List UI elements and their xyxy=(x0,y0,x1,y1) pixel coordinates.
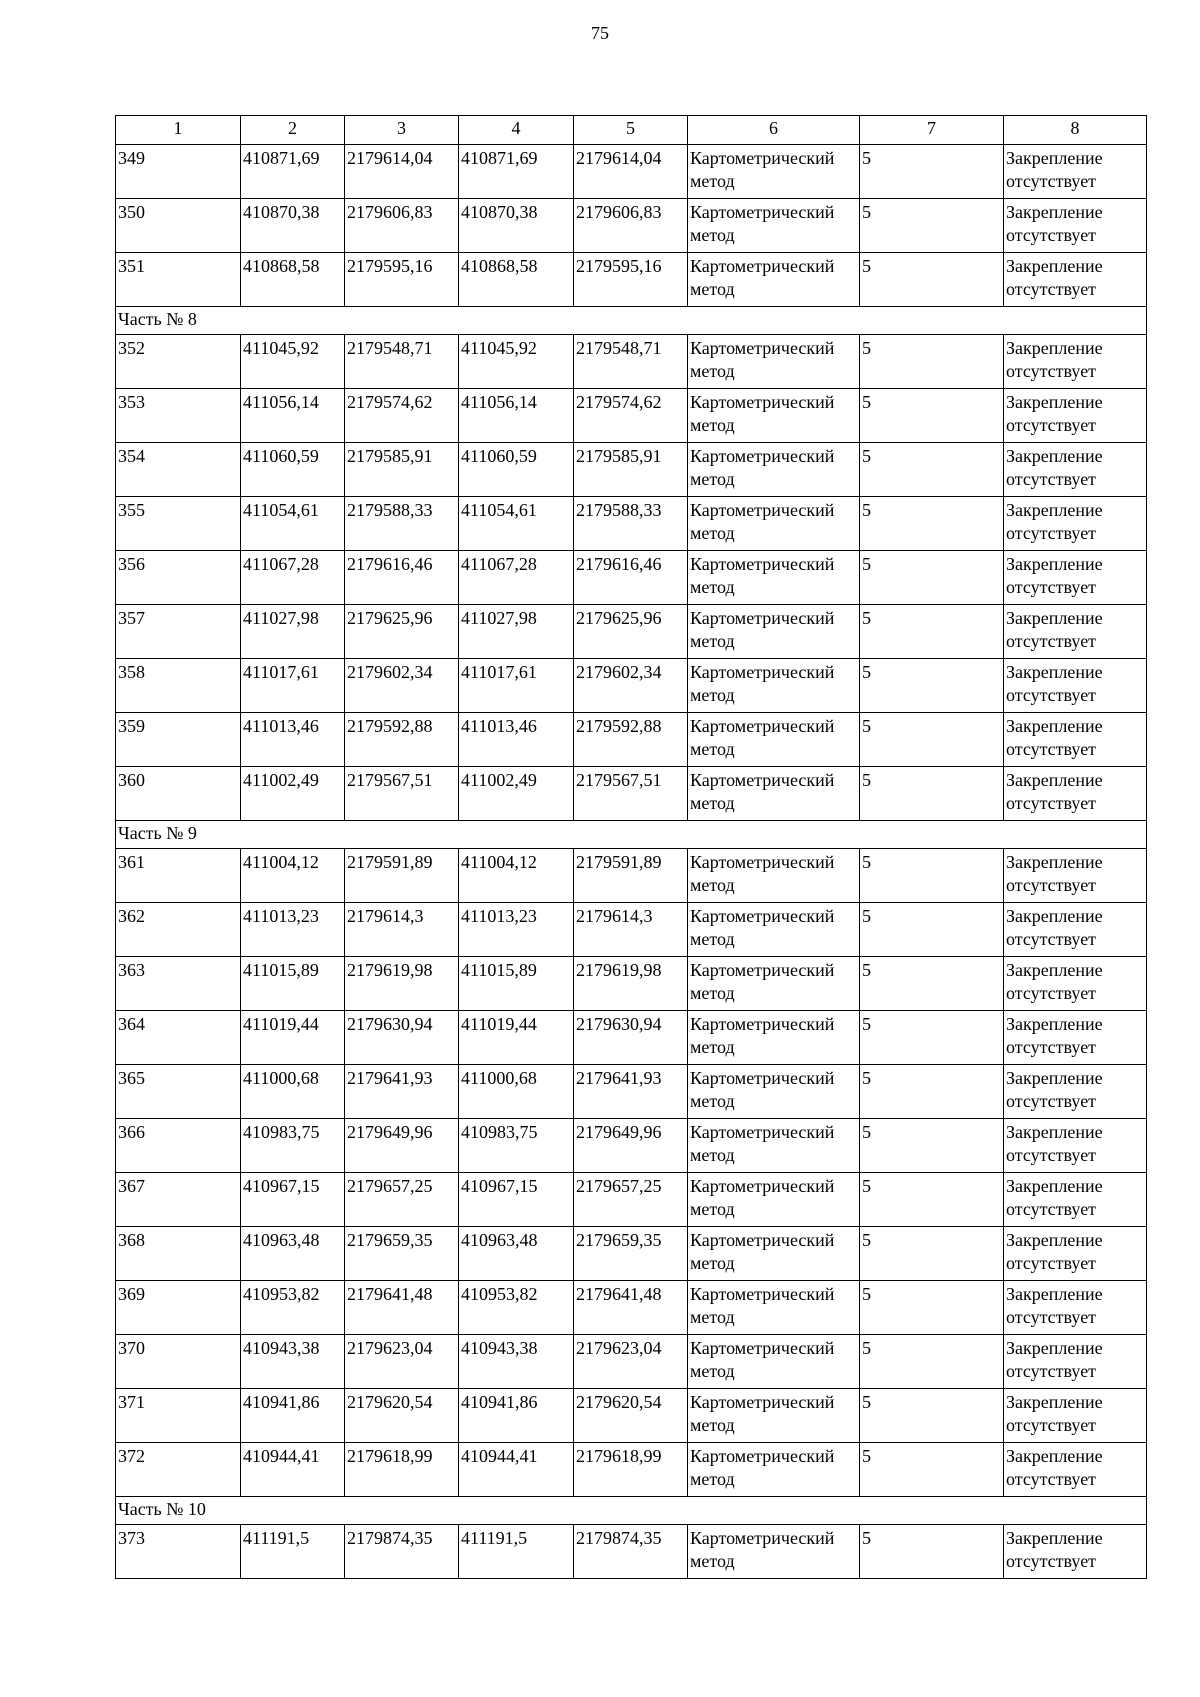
accuracy-cell: 5 xyxy=(860,849,1004,903)
point-number-cell: 360 xyxy=(116,767,241,821)
fixation-cell: Закрепление отсутствует xyxy=(1004,1443,1147,1497)
accuracy-cell: 5 xyxy=(860,389,1004,443)
point-number-cell: 369 xyxy=(116,1281,241,1335)
y-coordinate-cell: 2179567,51 xyxy=(345,767,459,821)
x-coordinate-cell: 410963,48 xyxy=(459,1227,574,1281)
fixation-cell: Закрепление отсутствует xyxy=(1004,145,1147,199)
method-cell: Картометрический метод xyxy=(688,903,860,957)
x-coordinate-cell: 410870,38 xyxy=(241,199,345,253)
accuracy-cell: 5 xyxy=(860,1227,1004,1281)
method-cell: Картометрический метод xyxy=(688,253,860,307)
header-cell: 6 xyxy=(688,116,860,145)
header-cell: 1 xyxy=(116,116,241,145)
table-row xyxy=(116,335,1147,389)
y-coordinate-cell: 2179641,93 xyxy=(574,1065,688,1119)
fixation-cell: Закрепление отсутствует xyxy=(1004,1335,1147,1389)
y-coordinate-cell: 2179585,91 xyxy=(574,443,688,497)
y-coordinate-cell: 2179592,88 xyxy=(574,713,688,767)
point-number-cell: 358 xyxy=(116,659,241,713)
accuracy-cell: 5 xyxy=(860,551,1004,605)
point-number-cell: 368 xyxy=(116,1227,241,1281)
y-coordinate-cell: 2179588,33 xyxy=(574,497,688,551)
method-cell: Картометрический метод xyxy=(688,1335,860,1389)
y-coordinate-cell: 2179591,89 xyxy=(574,849,688,903)
method-cell: Картометрический метод xyxy=(688,713,860,767)
x-coordinate-cell: 411045,92 xyxy=(241,335,345,389)
y-coordinate-cell: 2179585,91 xyxy=(345,443,459,497)
fixation-cell: Закрепление отсутствует xyxy=(1004,849,1147,903)
method-cell: Картометрический метод xyxy=(688,605,860,659)
x-coordinate-cell: 411056,14 xyxy=(241,389,345,443)
method-cell: Картометрический метод xyxy=(688,767,860,821)
accuracy-cell: 5 xyxy=(860,1119,1004,1173)
fixation-cell: Закрепление отсутствует xyxy=(1004,253,1147,307)
accuracy-cell: 5 xyxy=(860,1525,1004,1579)
x-coordinate-cell: 410944,41 xyxy=(459,1443,574,1497)
accuracy-cell: 5 xyxy=(860,605,1004,659)
coordinates-table xyxy=(115,115,1147,1579)
point-number-cell: 364 xyxy=(116,1011,241,1065)
x-coordinate-cell: 411054,61 xyxy=(241,497,345,551)
y-coordinate-cell: 2179641,48 xyxy=(345,1281,459,1335)
x-coordinate-cell: 411060,59 xyxy=(459,443,574,497)
fixation-cell: Закрепление отсутствует xyxy=(1004,605,1147,659)
y-coordinate-cell: 2179659,35 xyxy=(574,1227,688,1281)
header-cell: 5 xyxy=(574,116,688,145)
y-coordinate-cell: 2179614,3 xyxy=(345,903,459,957)
point-number-cell: 349 xyxy=(116,145,241,199)
x-coordinate-cell: 410983,75 xyxy=(459,1119,574,1173)
header-cell: 2 xyxy=(241,116,345,145)
x-coordinate-cell: 410868,58 xyxy=(241,253,345,307)
table-row xyxy=(116,1389,1147,1443)
part-heading-row xyxy=(116,307,1147,335)
accuracy-cell: 5 xyxy=(860,767,1004,821)
table-body xyxy=(116,116,1147,1579)
fixation-cell: Закрепление отсутствует xyxy=(1004,1281,1147,1335)
y-coordinate-cell: 2179614,04 xyxy=(345,145,459,199)
method-cell: Картометрический метод xyxy=(688,389,860,443)
x-coordinate-cell: 410944,41 xyxy=(241,1443,345,1497)
y-coordinate-cell: 2179657,25 xyxy=(345,1173,459,1227)
fixation-cell: Закрепление отсутствует xyxy=(1004,767,1147,821)
x-coordinate-cell: 411004,12 xyxy=(241,849,345,903)
x-coordinate-cell: 411019,44 xyxy=(459,1011,574,1065)
y-coordinate-cell: 2179591,89 xyxy=(345,849,459,903)
x-coordinate-cell: 411017,61 xyxy=(241,659,345,713)
table-row xyxy=(116,1173,1147,1227)
x-coordinate-cell: 410871,69 xyxy=(241,145,345,199)
fixation-cell: Закрепление отсутствует xyxy=(1004,497,1147,551)
accuracy-cell: 5 xyxy=(860,903,1004,957)
method-cell: Картометрический метод xyxy=(688,1443,860,1497)
y-coordinate-cell: 2179874,35 xyxy=(574,1525,688,1579)
table-row xyxy=(116,1443,1147,1497)
method-cell: Картометрический метод xyxy=(688,1173,860,1227)
page-number: 75 xyxy=(591,23,609,43)
accuracy-cell: 5 xyxy=(860,1281,1004,1335)
accuracy-cell: 5 xyxy=(860,713,1004,767)
table-row xyxy=(116,551,1147,605)
point-number-cell: 362 xyxy=(116,903,241,957)
header-cell: 4 xyxy=(459,116,574,145)
table-row xyxy=(116,253,1147,307)
method-cell: Картометрический метод xyxy=(688,659,860,713)
table-row xyxy=(116,713,1147,767)
table-row xyxy=(116,1011,1147,1065)
y-coordinate-cell: 2179641,93 xyxy=(345,1065,459,1119)
header-row xyxy=(116,116,1147,145)
x-coordinate-cell: 411015,89 xyxy=(459,957,574,1011)
accuracy-cell: 5 xyxy=(860,497,1004,551)
y-coordinate-cell: 2179618,99 xyxy=(345,1443,459,1497)
y-coordinate-cell: 2179588,33 xyxy=(345,497,459,551)
accuracy-cell: 5 xyxy=(860,1065,1004,1119)
y-coordinate-cell: 2179602,34 xyxy=(345,659,459,713)
point-number-cell: 353 xyxy=(116,389,241,443)
x-coordinate-cell: 410967,15 xyxy=(459,1173,574,1227)
x-coordinate-cell: 411056,14 xyxy=(459,389,574,443)
y-coordinate-cell: 2179616,46 xyxy=(345,551,459,605)
fixation-cell: Закрепление отсутствует xyxy=(1004,1389,1147,1443)
x-coordinate-cell: 410871,69 xyxy=(459,145,574,199)
table-row xyxy=(116,1065,1147,1119)
y-coordinate-cell: 2179606,83 xyxy=(574,199,688,253)
method-cell: Картометрический метод xyxy=(688,1011,860,1065)
x-coordinate-cell: 410983,75 xyxy=(241,1119,345,1173)
accuracy-cell: 5 xyxy=(860,1389,1004,1443)
y-coordinate-cell: 2179574,62 xyxy=(574,389,688,443)
fixation-cell: Закрепление отсутствует xyxy=(1004,1525,1147,1579)
header-cell: 3 xyxy=(345,116,459,145)
y-coordinate-cell: 2179619,98 xyxy=(574,957,688,1011)
accuracy-cell: 5 xyxy=(860,659,1004,713)
fixation-cell: Закрепление отсутствует xyxy=(1004,1227,1147,1281)
point-number-cell: 373 xyxy=(116,1525,241,1579)
point-number-cell: 359 xyxy=(116,713,241,767)
fixation-cell: Закрепление отсутствует xyxy=(1004,335,1147,389)
point-number-cell: 356 xyxy=(116,551,241,605)
point-number-cell: 351 xyxy=(116,253,241,307)
fixation-cell: Закрепление отсутствует xyxy=(1004,551,1147,605)
x-coordinate-cell: 410967,15 xyxy=(241,1173,345,1227)
accuracy-cell: 5 xyxy=(860,957,1004,1011)
method-cell: Картометрический метод xyxy=(688,335,860,389)
table-row xyxy=(116,1227,1147,1281)
method-cell: Картометрический метод xyxy=(688,1227,860,1281)
method-cell: Картометрический метод xyxy=(688,497,860,551)
fixation-cell: Закрепление отсутствует xyxy=(1004,389,1147,443)
point-number-cell: 365 xyxy=(116,1065,241,1119)
x-coordinate-cell: 411000,68 xyxy=(241,1065,345,1119)
part-heading: Часть № 9 xyxy=(116,821,1147,849)
point-number-cell: 352 xyxy=(116,335,241,389)
table-row xyxy=(116,767,1147,821)
y-coordinate-cell: 2179620,54 xyxy=(345,1389,459,1443)
x-coordinate-cell: 410953,82 xyxy=(241,1281,345,1335)
part-heading: Часть № 8 xyxy=(116,307,1147,335)
method-cell: Картометрический метод xyxy=(688,145,860,199)
y-coordinate-cell: 2179625,96 xyxy=(345,605,459,659)
point-number-cell: 372 xyxy=(116,1443,241,1497)
y-coordinate-cell: 2179618,99 xyxy=(574,1443,688,1497)
accuracy-cell: 5 xyxy=(860,253,1004,307)
table-row xyxy=(116,957,1147,1011)
header-cell: 8 xyxy=(1004,116,1147,145)
y-coordinate-cell: 2179595,16 xyxy=(574,253,688,307)
method-cell: Картометрический метод xyxy=(688,1065,860,1119)
part-heading-row xyxy=(116,1497,1147,1525)
x-coordinate-cell: 411060,59 xyxy=(241,443,345,497)
x-coordinate-cell: 411017,61 xyxy=(459,659,574,713)
y-coordinate-cell: 2179625,96 xyxy=(574,605,688,659)
part-heading: Часть № 10 xyxy=(116,1497,1147,1525)
point-number-cell: 357 xyxy=(116,605,241,659)
x-coordinate-cell: 411191,5 xyxy=(241,1525,345,1579)
accuracy-cell: 5 xyxy=(860,1011,1004,1065)
table-row xyxy=(116,1281,1147,1335)
x-coordinate-cell: 410941,86 xyxy=(241,1389,345,1443)
method-cell: Картометрический метод xyxy=(688,1389,860,1443)
x-coordinate-cell: 411019,44 xyxy=(241,1011,345,1065)
y-coordinate-cell: 2179602,34 xyxy=(574,659,688,713)
table-row xyxy=(116,497,1147,551)
fixation-cell: Закрепление отсутствует xyxy=(1004,443,1147,497)
y-coordinate-cell: 2179649,96 xyxy=(345,1119,459,1173)
x-coordinate-cell: 411013,46 xyxy=(241,713,345,767)
x-coordinate-cell: 410941,86 xyxy=(459,1389,574,1443)
table-row xyxy=(116,145,1147,199)
x-coordinate-cell: 411045,92 xyxy=(459,335,574,389)
fixation-cell: Закрепление отсутствует xyxy=(1004,659,1147,713)
table-row xyxy=(116,903,1147,957)
x-coordinate-cell: 411002,49 xyxy=(241,767,345,821)
x-coordinate-cell: 410868,58 xyxy=(459,253,574,307)
y-coordinate-cell: 2179659,35 xyxy=(345,1227,459,1281)
y-coordinate-cell: 2179548,71 xyxy=(345,335,459,389)
method-cell: Картометрический метод xyxy=(688,1281,860,1335)
method-cell: Картометрический метод xyxy=(688,443,860,497)
table-row xyxy=(116,1525,1147,1579)
accuracy-cell: 5 xyxy=(860,335,1004,389)
y-coordinate-cell: 2179619,98 xyxy=(345,957,459,1011)
accuracy-cell: 5 xyxy=(860,199,1004,253)
x-coordinate-cell: 411027,98 xyxy=(459,605,574,659)
x-coordinate-cell: 410870,38 xyxy=(459,199,574,253)
accuracy-cell: 5 xyxy=(860,1443,1004,1497)
x-coordinate-cell: 410943,38 xyxy=(241,1335,345,1389)
fixation-cell: Закрепление отсутствует xyxy=(1004,1011,1147,1065)
table-row xyxy=(116,849,1147,903)
point-number-cell: 354 xyxy=(116,443,241,497)
point-number-cell: 371 xyxy=(116,1389,241,1443)
point-number-cell: 355 xyxy=(116,497,241,551)
y-coordinate-cell: 2179641,48 xyxy=(574,1281,688,1335)
y-coordinate-cell: 2179630,94 xyxy=(574,1011,688,1065)
method-cell: Картометрический метод xyxy=(688,551,860,605)
point-number-cell: 370 xyxy=(116,1335,241,1389)
y-coordinate-cell: 2179620,54 xyxy=(574,1389,688,1443)
table-row xyxy=(116,389,1147,443)
x-coordinate-cell: 410953,82 xyxy=(459,1281,574,1335)
y-coordinate-cell: 2179614,04 xyxy=(574,145,688,199)
x-coordinate-cell: 411015,89 xyxy=(241,957,345,1011)
table-row xyxy=(116,1119,1147,1173)
y-coordinate-cell: 2179630,94 xyxy=(345,1011,459,1065)
x-coordinate-cell: 411027,98 xyxy=(241,605,345,659)
accuracy-cell: 5 xyxy=(860,1335,1004,1389)
x-coordinate-cell: 411013,46 xyxy=(459,713,574,767)
accuracy-cell: 5 xyxy=(860,145,1004,199)
fixation-cell: Закрепление отсутствует xyxy=(1004,713,1147,767)
point-number-cell: 350 xyxy=(116,199,241,253)
x-coordinate-cell: 411002,49 xyxy=(459,767,574,821)
table-row xyxy=(116,605,1147,659)
y-coordinate-cell: 2179606,83 xyxy=(345,199,459,253)
accuracy-cell: 5 xyxy=(860,1173,1004,1227)
x-coordinate-cell: 411013,23 xyxy=(459,903,574,957)
x-coordinate-cell: 411004,12 xyxy=(459,849,574,903)
fixation-cell: Закрепление отсутствует xyxy=(1004,903,1147,957)
x-coordinate-cell: 411054,61 xyxy=(459,497,574,551)
x-coordinate-cell: 410963,48 xyxy=(241,1227,345,1281)
y-coordinate-cell: 2179623,04 xyxy=(574,1335,688,1389)
method-cell: Картометрический метод xyxy=(688,957,860,1011)
point-number-cell: 367 xyxy=(116,1173,241,1227)
point-number-cell: 361 xyxy=(116,849,241,903)
method-cell: Картометрический метод xyxy=(688,199,860,253)
table-row xyxy=(116,1335,1147,1389)
x-coordinate-cell: 411013,23 xyxy=(241,903,345,957)
part-heading-row xyxy=(116,821,1147,849)
y-coordinate-cell: 2179649,96 xyxy=(574,1119,688,1173)
y-coordinate-cell: 2179567,51 xyxy=(574,767,688,821)
fixation-cell: Закрепление отсутствует xyxy=(1004,957,1147,1011)
y-coordinate-cell: 2179592,88 xyxy=(345,713,459,767)
accuracy-cell: 5 xyxy=(860,443,1004,497)
method-cell: Картометрический метод xyxy=(688,1525,860,1579)
fixation-cell: Закрепление отсутствует xyxy=(1004,1173,1147,1227)
x-coordinate-cell: 411000,68 xyxy=(459,1065,574,1119)
y-coordinate-cell: 2179574,62 xyxy=(345,389,459,443)
x-coordinate-cell: 411067,28 xyxy=(241,551,345,605)
y-coordinate-cell: 2179616,46 xyxy=(574,551,688,605)
x-coordinate-cell: 411191,5 xyxy=(459,1525,574,1579)
fixation-cell: Закрепление отсутствует xyxy=(1004,199,1147,253)
y-coordinate-cell: 2179595,16 xyxy=(345,253,459,307)
method-cell: Картометрический метод xyxy=(688,849,860,903)
y-coordinate-cell: 2179614,3 xyxy=(574,903,688,957)
table-row xyxy=(116,443,1147,497)
y-coordinate-cell: 2179657,25 xyxy=(574,1173,688,1227)
point-number-cell: 363 xyxy=(116,957,241,1011)
x-coordinate-cell: 411067,28 xyxy=(459,551,574,605)
fixation-cell: Закрепление отсутствует xyxy=(1004,1065,1147,1119)
method-cell: Картометрический метод xyxy=(688,1119,860,1173)
point-number-cell: 366 xyxy=(116,1119,241,1173)
y-coordinate-cell: 2179623,04 xyxy=(345,1335,459,1389)
table-row xyxy=(116,199,1147,253)
y-coordinate-cell: 2179874,35 xyxy=(345,1525,459,1579)
table-row xyxy=(116,659,1147,713)
x-coordinate-cell: 410943,38 xyxy=(459,1335,574,1389)
y-coordinate-cell: 2179548,71 xyxy=(574,335,688,389)
fixation-cell: Закрепление отсутствует xyxy=(1004,1119,1147,1173)
header-cell: 7 xyxy=(860,116,1004,145)
